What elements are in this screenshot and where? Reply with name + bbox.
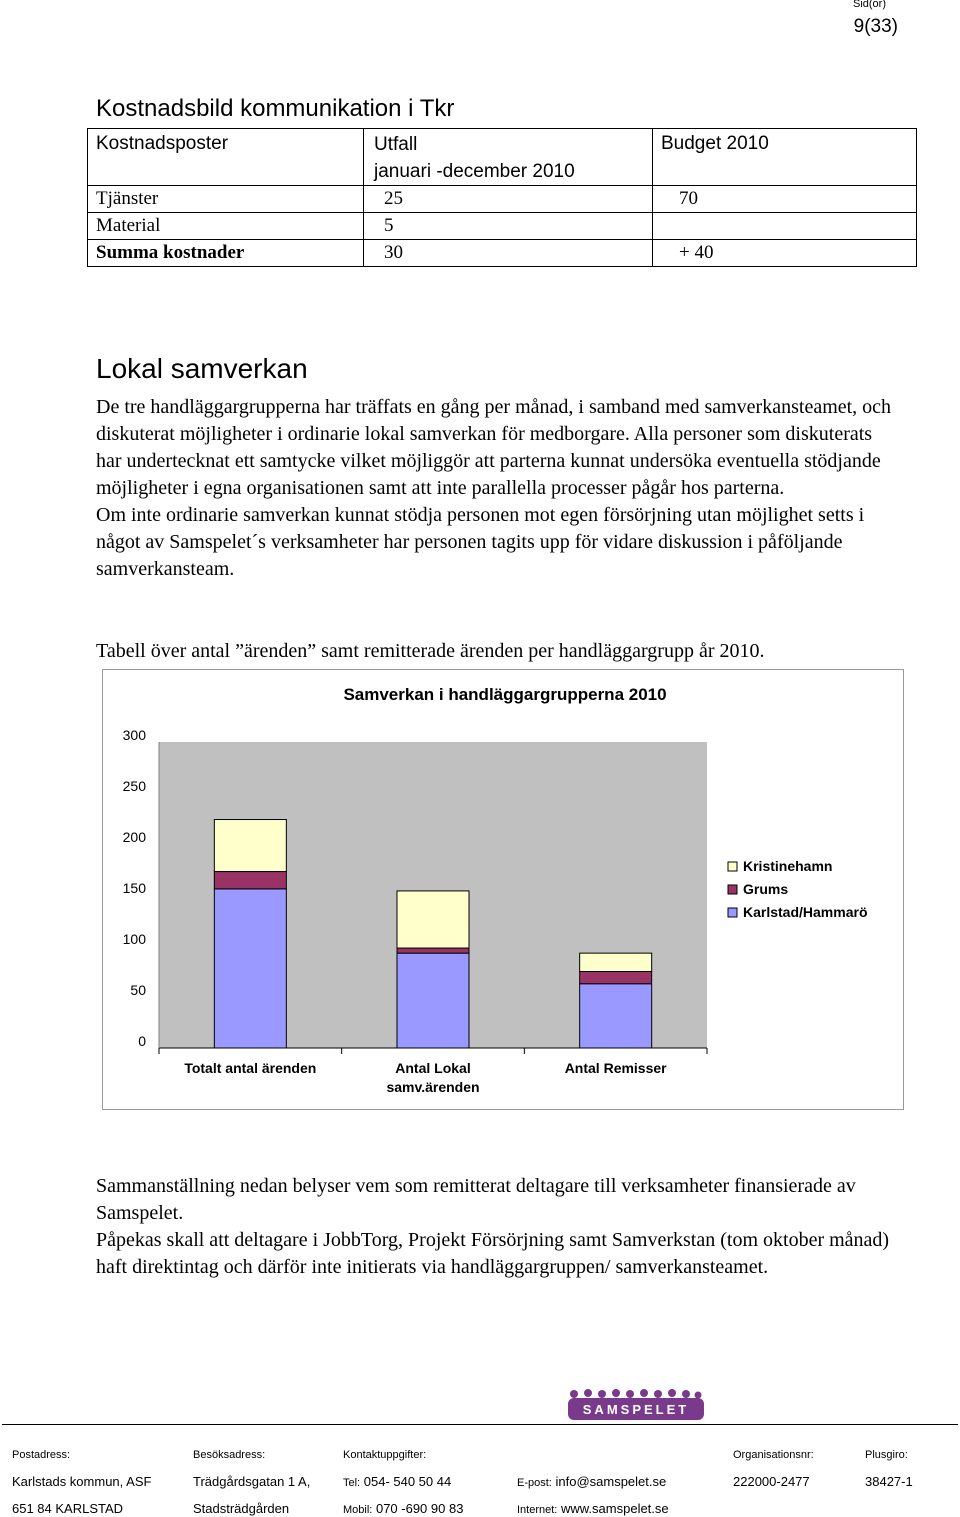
bar-segment — [214, 872, 286, 889]
row-name: Summa kostnader — [88, 240, 364, 267]
stacked-bar-chart — [103, 670, 905, 1111]
x-category-label: samv.ärenden — [386, 1079, 480, 1095]
logo-text: SAMSPELET — [582, 1402, 690, 1417]
footer-kontakt-label: Kontaktuppgifter: — [343, 1449, 427, 1461]
header-budget: Budget 2010 — [653, 129, 917, 186]
chart-title: Samverkan i handläggargrupperna 2010 — [343, 685, 667, 704]
lokal-paragraph-1b: Om inte ordinarie samverkan kunnat stödja personen mot egen försörjning utan möjlighet setts i något av Samspelet´s verksamheter har personen tagits upp för vidare diskussion i påföljande samverkansteam. — [96, 504, 865, 580]
footer-orgnr-value: 222000-2477 — [733, 1474, 810, 1489]
y-tick-label: 0 — [138, 1033, 146, 1049]
row-budget — [653, 213, 917, 240]
footer-email-value[interactable]: info@samspelet.se — [555, 1474, 667, 1489]
row-utfall: 5 — [364, 213, 653, 240]
page-number: 9(33) — [853, 16, 898, 37]
cost-section-title: Kostnadsbild kommunikation i Tkr — [96, 95, 455, 122]
footer-email-label: E-post: — [517, 1477, 552, 1489]
bar-segment — [397, 891, 469, 948]
header-utfall-line1: Utfall — [374, 134, 418, 155]
footer-web-label: Internet: — [517, 1504, 558, 1516]
footer-web-value[interactable]: www.samspelet.se — [560, 1501, 669, 1516]
bar-segment — [580, 953, 652, 971]
legend-label: Grums — [743, 881, 789, 897]
lokal-paragraph-1a: De tre handläggargrupperna har träffats en gång per månad, i samband med samverkansteamet, och diskuterat möjligheter i ordinarie lokal samverkan för medborgare. Alla personer som diskuterats har undertecknat ett samtycke vilket möjliggör att parterna kunnat undersöka eventuella stödjande möjligheter i egna organisationen samt att inte parallella processer pågår hos parterna. — [96, 396, 892, 499]
footer-besoksadress-line2: Stadsträdgården — [193, 1501, 290, 1516]
row-name: Material — [88, 213, 364, 240]
footer-besoksadress-line1: Trädgårdsgatan 1 A, — [193, 1474, 311, 1489]
x-category-label: Antal Remisser — [564, 1060, 667, 1076]
header-utfall-line2: januari -december 2010 — [374, 161, 575, 182]
bar-segment — [580, 984, 652, 1048]
y-tick-label: 50 — [130, 982, 146, 998]
row-utfall: 30 — [364, 240, 653, 267]
footer-web — [517, 1501, 669, 1516]
y-tick-label: 150 — [122, 880, 146, 896]
header-kostnadsposter: Kostnadsposter — [88, 129, 364, 186]
legend-label: Kristinehamn — [743, 858, 833, 874]
footer-email — [517, 1474, 666, 1489]
bar-segment — [397, 948, 469, 953]
footer-postadress-label: Postadress: — [12, 1449, 71, 1461]
note-paragraph: Påpekas skall att deltagare i JobbTorg, Projekt Försörjning samt Samverkstan (tom oktober månad) haft direktintag och därför inte initierats via handläggargruppen/ samverkansteamet. — [96, 1229, 890, 1278]
footer-mobil-label: Mobil: — [343, 1504, 373, 1516]
footer-plusgiro-label: Plusgiro: — [865, 1449, 908, 1461]
table-row — [88, 240, 917, 267]
x-category-label: Totalt antal ärenden — [184, 1060, 317, 1076]
footer-besoksadress-label: Besöksadress: — [193, 1449, 266, 1461]
legend-swatch — [728, 885, 737, 894]
y-tick-label: 200 — [122, 829, 146, 845]
footer-tel-value: 054- 540 50 44 — [363, 1474, 452, 1489]
table-row — [88, 186, 917, 213]
footer-tel — [343, 1474, 451, 1489]
legend-swatch — [728, 908, 737, 917]
table-row — [88, 213, 917, 240]
row-budget: 70 — [653, 186, 917, 213]
footer-mobil-value: 070 -690 90 83 — [375, 1501, 464, 1516]
x-category-label: Antal Lokal — [395, 1060, 471, 1076]
footer-postadress-line1: Karlstads kommun, ASF — [12, 1474, 152, 1489]
row-budget: + 40 — [653, 240, 917, 267]
footer-postadress-line2: 651 84 KARLSTAD — [12, 1501, 124, 1516]
row-name: Tjänster — [88, 186, 364, 213]
chart-intro-text: Tabell över antal ”ärenden” samt remitterade ärenden per handläggargrupp år 2010. — [96, 640, 765, 662]
y-tick-label: 300 — [122, 727, 146, 743]
cost-table-header — [88, 129, 917, 186]
footer-orgnr-label: Organisationsnr: — [733, 1449, 814, 1461]
footer-divider — [2, 1424, 958, 1425]
footer-mobil — [343, 1501, 463, 1516]
legend-swatch — [728, 862, 737, 871]
bar-segment — [397, 953, 469, 1048]
row-utfall: 25 — [364, 186, 653, 213]
lokal-section-title: Lokal samverkan — [96, 353, 308, 384]
header-utfall — [364, 129, 653, 186]
y-tick-label: 250 — [122, 778, 146, 794]
page-label: Sid(or) — [852, 0, 886, 10]
y-tick-label: 100 — [122, 931, 146, 947]
summary-paragraph: Sammanställning nedan belyser vem som remitterat deltagare till verksamheter finansierade av Samspelet. — [96, 1175, 856, 1224]
footer-plusgiro-value: 38427-1 — [865, 1474, 913, 1489]
bar-segment — [580, 972, 652, 984]
samspelet-logo — [566, 1388, 706, 1424]
chart-container — [102, 669, 904, 1110]
cost-table — [87, 128, 917, 267]
bar-segment — [214, 889, 286, 1048]
legend-label: Karlstad/Hammarö — [743, 904, 868, 920]
footer-tel-label: Tel: — [343, 1477, 361, 1489]
bar-segment — [214, 820, 286, 872]
lokal-paragraph-1 — [96, 394, 896, 583]
